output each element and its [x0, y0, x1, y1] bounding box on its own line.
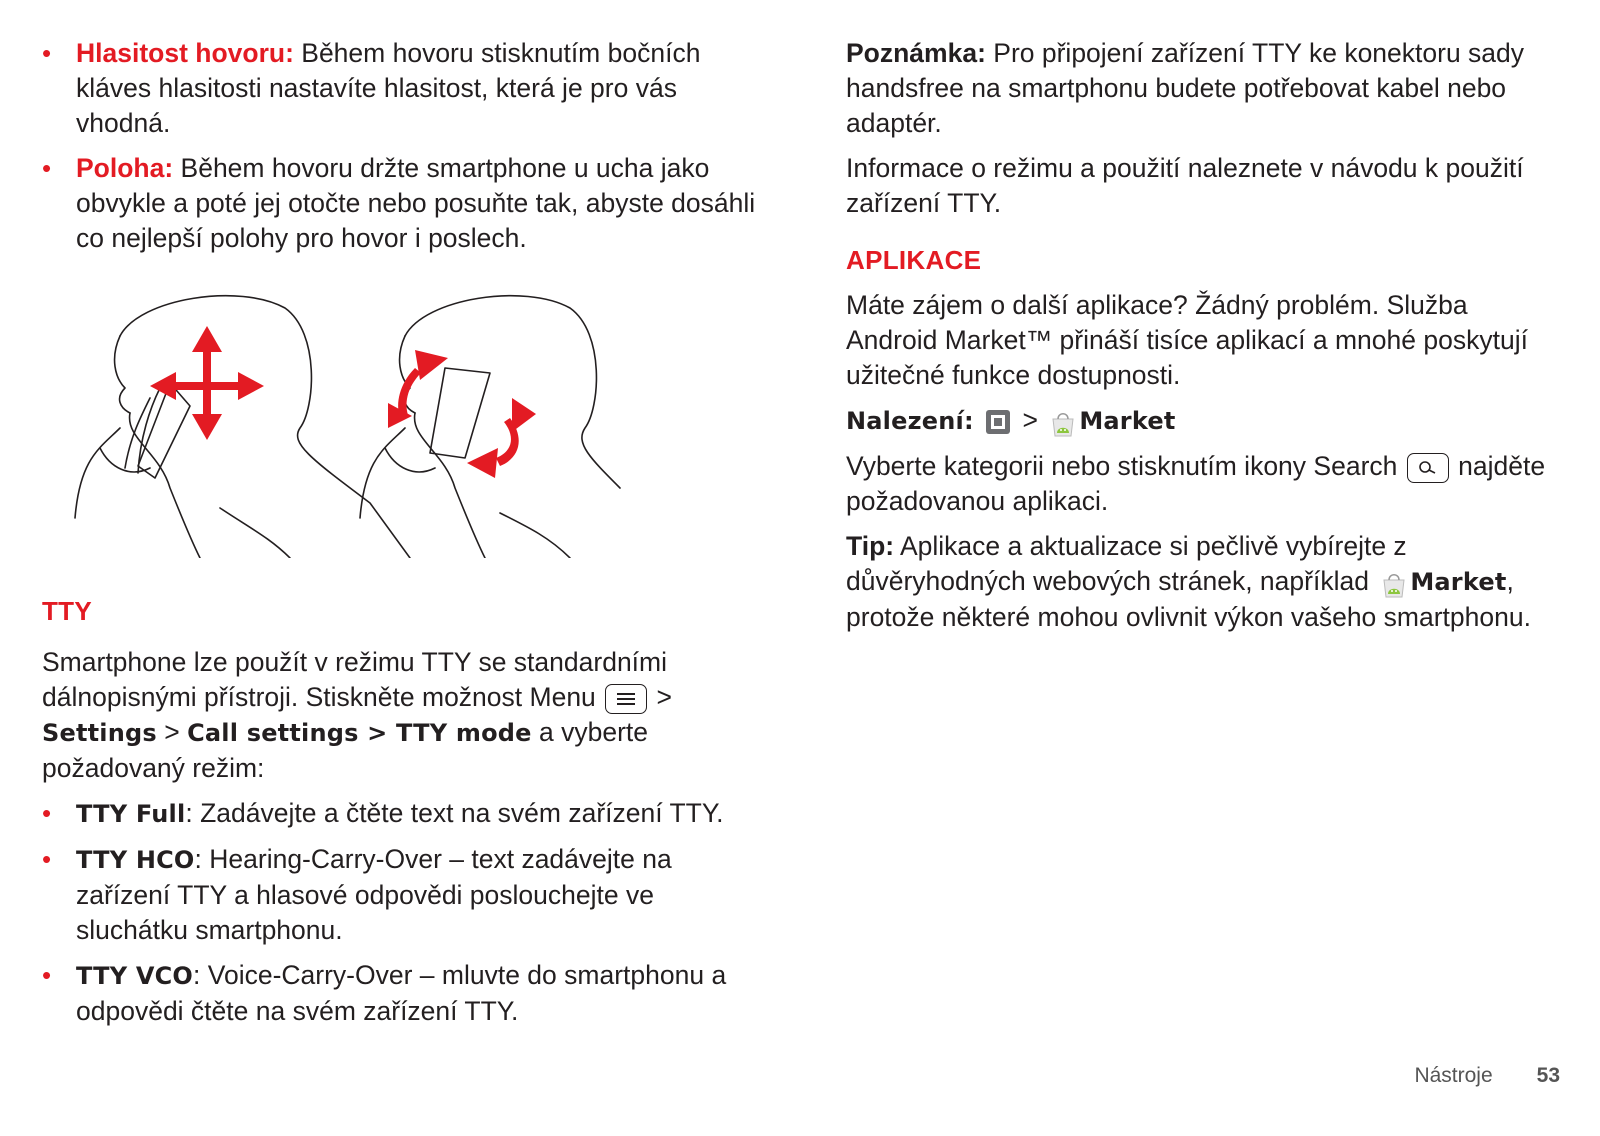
tty-section	[42, 596, 762, 1039]
settings-path-tty-mode: TTY mode	[396, 719, 532, 747]
note-text: Pro připojení zařízení TTY ke konektoru sady handsfree na smartphonu budete potřebovat kabel nebo adaptér.	[846, 38, 1525, 138]
info-paragraph: Informace o režimu a použití naleznete v návodu k použití zařízení TTY.	[846, 153, 1524, 218]
page-footer	[1414, 1064, 1560, 1088]
find-label: Nalezení:	[846, 407, 974, 435]
mode-item-vco	[42, 958, 762, 1029]
choose-text-2: najděte požadovanou aplikaci.	[846, 451, 1546, 516]
left-column	[42, 36, 762, 266]
mode-name: TTY VCO	[76, 962, 194, 990]
settings-path-settings: Settings	[42, 719, 157, 747]
tty-intro-end: a vyberte požadovaný režim:	[42, 717, 648, 783]
settings-path-call-settings: Call settings	[187, 719, 359, 747]
tip-label: Tip:	[846, 531, 895, 561]
find-market: Market	[1079, 407, 1176, 435]
volume-label: Hlasitost hovoru:	[76, 38, 294, 68]
tty-gt-3: >	[358, 719, 397, 747]
position-text: Během hovoru držte smartphone u ucha jako obvykle a poté jej otočte nebo posuňte tak, abyste dosáhli co nejlepší polohy pro hovor i poslech.	[76, 153, 756, 253]
choose-text-1: Vyberte kategorii nebo stisknutím ikony Search	[846, 451, 1398, 481]
tip-market: Market	[1410, 568, 1507, 596]
mode-text: : Hearing-Carry-Over – text zadávejte na zařízení TTY a hlasové odpovědi poslouchejte ve sluchátku smartphonu.	[76, 844, 672, 945]
mode-name: TTY Full	[76, 800, 186, 828]
search-key-icon	[1407, 453, 1449, 483]
apps-launcher-icon	[985, 409, 1011, 435]
mode-item-hco	[42, 842, 762, 948]
find-path	[846, 403, 1546, 439]
tty-gt-2: >	[156, 717, 188, 747]
find-gt: >	[1015, 405, 1046, 435]
footer-section: Nástroje	[1414, 1064, 1493, 1087]
right-column	[846, 36, 1546, 645]
tip-text-1: Aplikace a aktualizace si pečlivě vybírejte z důvěryhodných webových stránek, například	[846, 531, 1407, 596]
tty-gt-1: >	[649, 682, 673, 712]
tty-heading: TTY	[42, 596, 93, 626]
apps-heading: APLIKACE	[846, 245, 982, 275]
page-number: 53	[1536, 1064, 1560, 1087]
note-paragraph	[846, 36, 1546, 141]
tip-text-2: , protože některé mohou ovlivnit výkon vašeho smartphonu.	[846, 566, 1531, 632]
note-label: Poznámka:	[846, 38, 986, 68]
market-icon	[1049, 409, 1075, 435]
mode-name: TTY HCO	[76, 846, 195, 874]
choose-paragraph	[846, 449, 1546, 519]
volume-text: Během hovoru stisknutím bočních kláves hlasitosti nastavíte hlasitost, která je pro vás vhodná.	[76, 38, 701, 138]
mode-text: : Voice-Carry-Over – mluvte do smartphonu a odpovědi čtěte na svém zařízení TTY.	[76, 960, 727, 1026]
market-icon	[1380, 570, 1406, 596]
tip-paragraph	[846, 529, 1546, 635]
position-label: Poloha:	[76, 153, 174, 183]
mode-text: : Zadávejte a čtěte text na svém zařízení TTY.	[185, 798, 724, 828]
phone-position-illustration	[70, 288, 650, 558]
apps-paragraph: Máte zájem o další aplikace? Žádný problém. Služba Android Market™ přináší tisíce aplikací a mnohé poskytují užitečné funkce dostupnosti.	[846, 290, 1528, 390]
tty-intro-text: Smartphone lze použít v režimu TTY se standardními dálnopisnými přístroji. Stiskněte možnost Menu	[42, 647, 668, 712]
menu-key-icon	[605, 684, 647, 714]
position-bullet	[42, 151, 762, 256]
tty-intro	[42, 645, 762, 786]
volume-bullet	[42, 36, 762, 141]
mode-item-full	[42, 796, 762, 832]
